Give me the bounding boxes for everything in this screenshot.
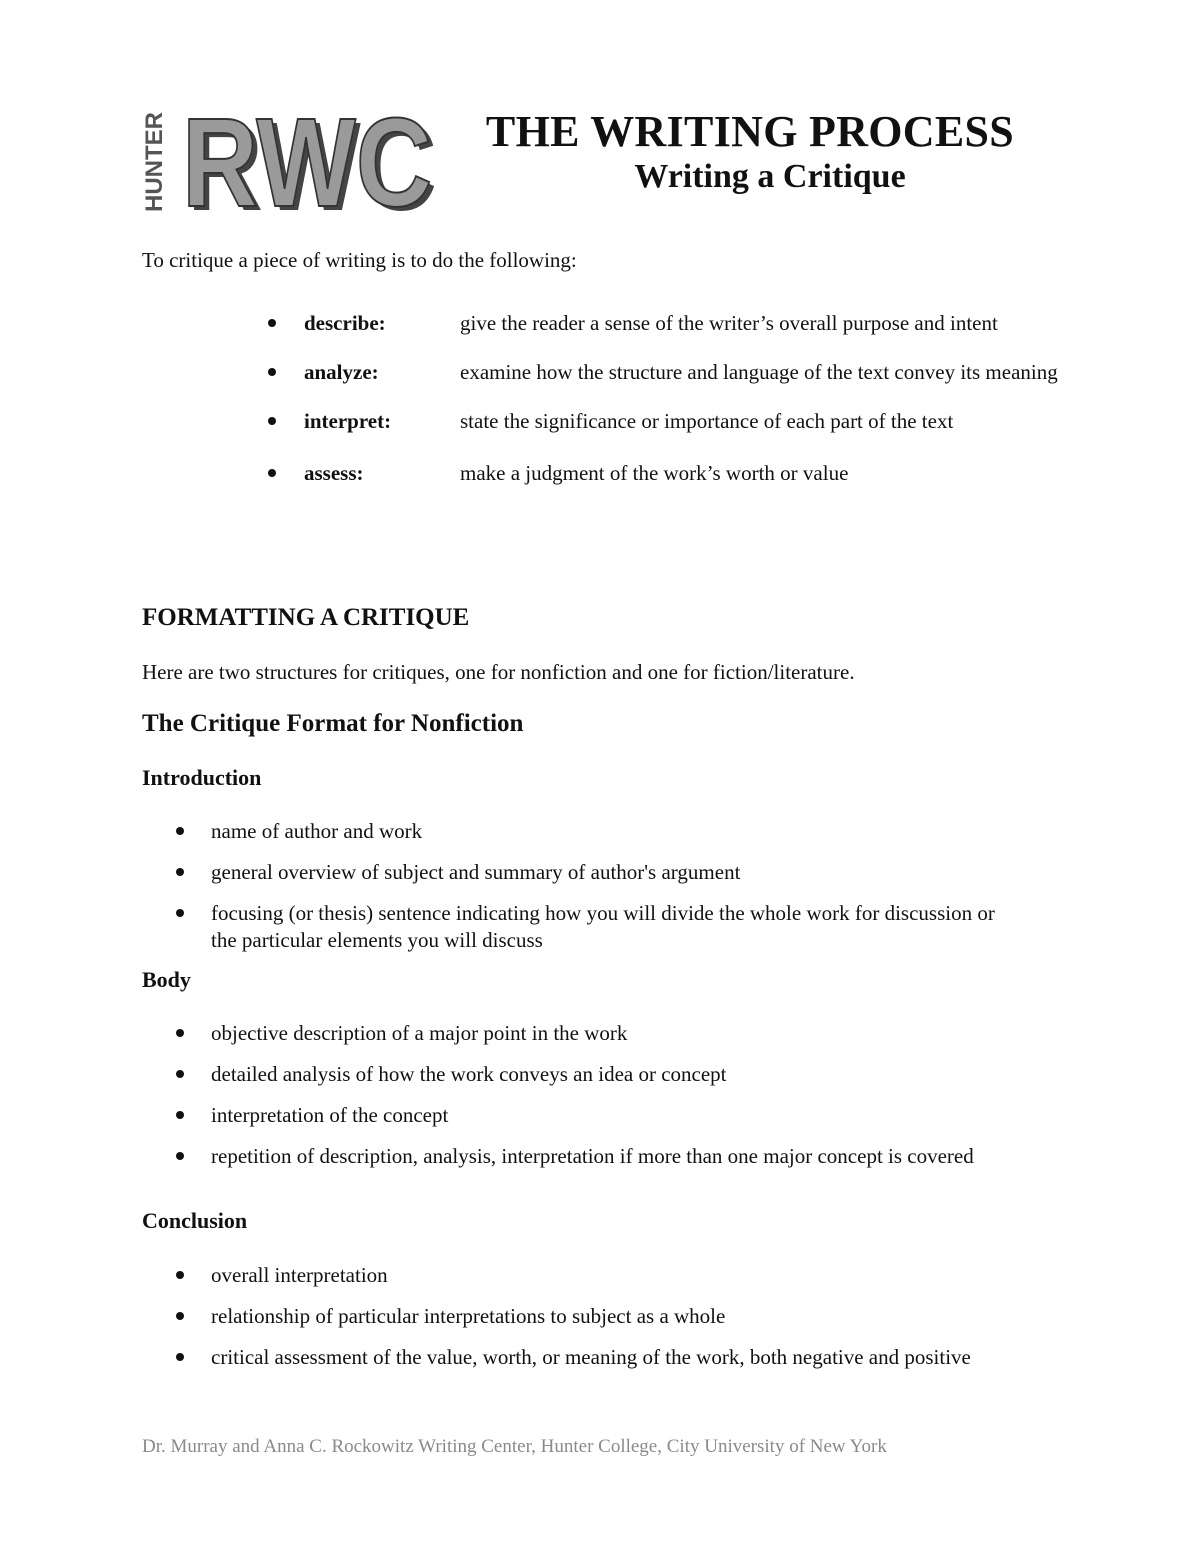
bullet-icon bbox=[176, 827, 184, 835]
definition-desc: make a judgment of the work’s worth or value bbox=[460, 461, 849, 485]
introduction-heading: Introduction bbox=[142, 765, 262, 790]
list-item bbox=[176, 859, 1016, 886]
bullet-icon bbox=[176, 1271, 184, 1279]
bullet-icon bbox=[176, 1152, 184, 1160]
conclusion-heading: Conclusion bbox=[142, 1208, 248, 1233]
list-item-text: repetition of description, analysis, interpretation if more than one major concept is covered bbox=[211, 1144, 974, 1168]
bullet-icon bbox=[176, 1353, 184, 1361]
list-item bbox=[176, 900, 1016, 954]
definition-item bbox=[268, 460, 1068, 487]
bullet-icon bbox=[176, 1111, 184, 1119]
list-item-text: focusing (or thesis) sentence indicating how you will divide the whole work for discussion or the particular elements you will discuss bbox=[211, 901, 995, 952]
formatting-heading: FORMATTING A CRITIQUE bbox=[142, 604, 470, 631]
definition-term: interpret: bbox=[304, 409, 392, 433]
bullet-icon bbox=[268, 319, 276, 327]
list-item-text: interpretation of the concept bbox=[211, 1103, 449, 1127]
bullet-icon bbox=[268, 417, 276, 425]
definition-item bbox=[268, 408, 1068, 435]
page-title: THE WRITING PROCESS bbox=[485, 107, 1015, 156]
bullet-icon bbox=[268, 469, 276, 477]
definition-item bbox=[268, 359, 1068, 386]
hunter-rwc-logo bbox=[138, 108, 438, 212]
list-item-text: name of author and work bbox=[211, 819, 423, 843]
bullet-icon bbox=[176, 1312, 184, 1320]
introduction-list bbox=[176, 818, 1016, 968]
bullet-icon bbox=[176, 1070, 184, 1078]
conclusion-list bbox=[176, 1262, 1016, 1385]
list-item-text: overall interpretation bbox=[211, 1263, 388, 1287]
definition-desc: state the significance or importance of each part of the text bbox=[460, 409, 954, 433]
intro-text: To critique a piece of writing is to do the following: bbox=[142, 248, 577, 272]
title-block bbox=[440, 106, 1060, 198]
definition-term: describe: bbox=[304, 311, 386, 335]
definition-term: analyze: bbox=[304, 360, 379, 384]
definition-desc: give the reader a sense of the writer’s overall purpose and intent bbox=[460, 311, 998, 335]
list-item bbox=[176, 818, 1016, 845]
list-item bbox=[176, 1262, 1016, 1289]
list-item-text: detailed analysis of how the work conveys an idea or concept bbox=[211, 1062, 727, 1086]
list-item bbox=[176, 1303, 1016, 1330]
definition-desc: examine how the structure and language of the text convey its meaning bbox=[460, 360, 1058, 384]
definition-item bbox=[268, 310, 1068, 337]
page-footer: Dr. Murray and Anna C. Rockowitz Writing Center, Hunter College, City University of New York bbox=[142, 1436, 887, 1457]
list-item-text: general overview of subject and summary of author's argument bbox=[211, 860, 741, 884]
list-item bbox=[176, 1061, 1016, 1088]
body-list bbox=[176, 1020, 1016, 1184]
list-item-text: critical assessment of the value, worth, or meaning of the work, both negative and positive bbox=[211, 1345, 971, 1369]
logo-rwc-text: RWC bbox=[182, 108, 432, 212]
bullet-icon bbox=[176, 909, 184, 917]
bullet-icon bbox=[268, 368, 276, 376]
definition-term: assess: bbox=[304, 461, 364, 485]
list-item bbox=[176, 1344, 1016, 1371]
list-item bbox=[176, 1102, 1016, 1129]
logo-rwc-shadow: RWC bbox=[187, 108, 437, 212]
list-item bbox=[176, 1020, 1016, 1047]
logo-hunter-text: HUNTER bbox=[141, 112, 168, 212]
page-subtitle: Writing a Critique bbox=[634, 158, 906, 195]
definitions-list bbox=[268, 310, 1068, 487]
nonfiction-heading: The Critique Format for Nonfiction bbox=[142, 710, 524, 737]
bullet-icon bbox=[176, 868, 184, 876]
list-item-text: relationship of particular interpretations to subject as a whole bbox=[211, 1304, 726, 1328]
bullet-icon bbox=[176, 1029, 184, 1037]
list-item-text: objective description of a major point in the work bbox=[211, 1021, 628, 1045]
list-item bbox=[176, 1143, 1016, 1170]
body-heading: Body bbox=[142, 967, 191, 992]
formatting-text: Here are two structures for critiques, one for nonfiction and one for fiction/literature. bbox=[142, 660, 855, 684]
